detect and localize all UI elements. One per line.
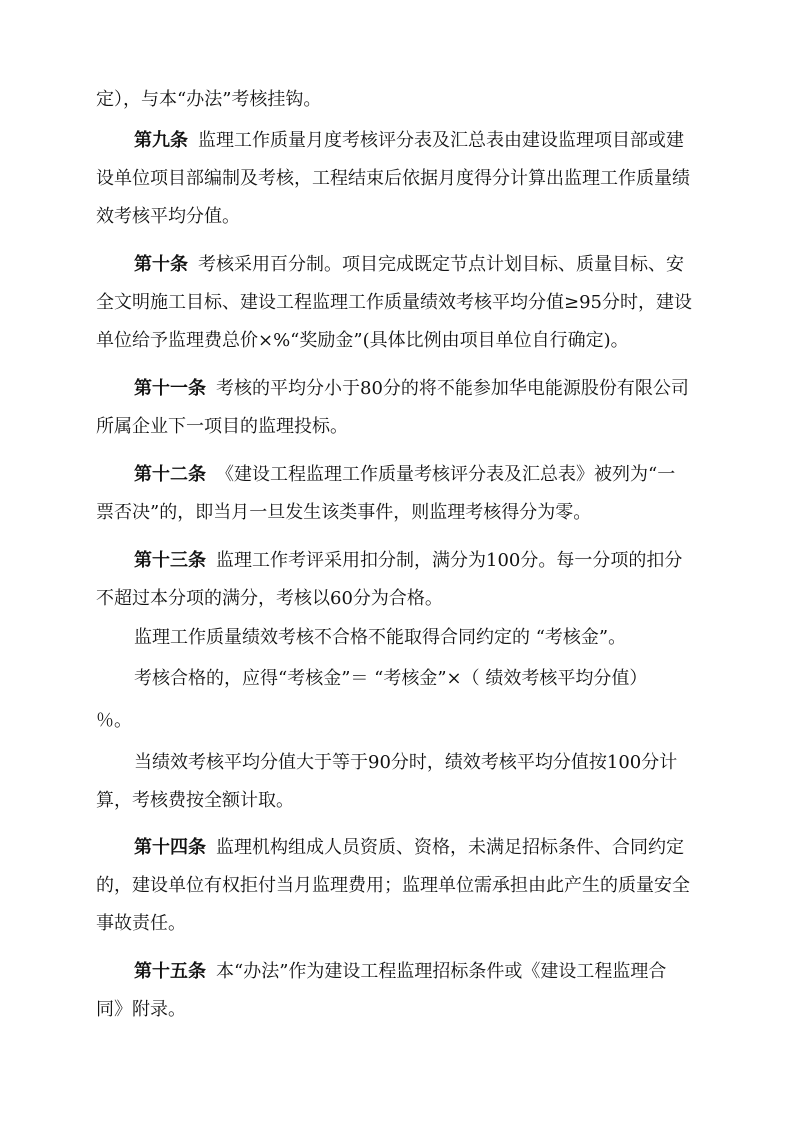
article-10-line-3: 单位给予监理费总价×%“奖励金”(具体比例由项目单位自行确定)。: [96, 330, 629, 351]
formula-line-2: ％。: [96, 710, 132, 731]
article-15-text: 本“办法”作为建设工程监理招标条件或《建设工程监理合: [216, 961, 667, 982]
article-13-line-1: [134, 549, 754, 573]
article-14-line-1: [134, 836, 754, 860]
article-15-heading: 第十五条: [134, 961, 206, 982]
article-9-line-3: 效考核平均分值。: [96, 206, 240, 227]
article-14-text: 监理机构组成人员资质、资格，未满足招标条件、合同约定: [216, 837, 684, 858]
article-9-heading: 第九条: [134, 130, 188, 151]
article-13-line-2: 不超过本分项的满分，考核以60分为合格。: [96, 588, 443, 609]
formula-line-1: 考核合格的，应得“考核金”＝ “考核金”×（ 绩效考核平均分值）: [134, 668, 648, 689]
paragraph-continuation-line: 定），与本“办法”考核挂钩。: [96, 89, 322, 110]
article-9-line-2: 设单位项目部编制及考核，工程结束后依据月度得分计算出监理工作质量绩: [96, 168, 690, 189]
article-10-heading: 第十条: [134, 254, 188, 275]
article-12-line-2: 票否决”的，即当月一旦发生该类事件，则监理考核得分为零。: [96, 502, 592, 523]
article-14-heading: 第十四条: [134, 837, 206, 858]
article-12-text: 《建设工程监理工作质量考核评分表及汇总表》被列为“一: [216, 464, 676, 485]
article-13-heading: 第十三条: [134, 550, 206, 571]
article-11-text: 考核的平均分小于80分的将不能参加华电能源股份有限公司: [216, 378, 689, 399]
article-15-line-1: [134, 960, 754, 984]
article-9-line-1: [134, 129, 754, 153]
article-10-line-1: [134, 253, 754, 277]
article-11-heading: 第十一条: [134, 378, 206, 399]
article-15-line-2: 同》附录。: [96, 999, 186, 1020]
article-14-line-2: 的，建设单位有权拒付当月监理费用；监理单位需承担由此产生的质量安全: [96, 875, 690, 896]
article-12-heading: 第十二条: [134, 464, 206, 485]
assessment-fee-line: 监理工作质量绩效考核不合格不能取得合同约定的 “考核金”。: [134, 627, 627, 648]
article-14-line-3: 事故责任。: [96, 913, 186, 934]
article-11-line-1: [134, 377, 754, 401]
article-12-line-1: [134, 463, 754, 487]
article-10-line-2: 全文明施工目标、建设工程监理工作质量绩效考核平均分值≥95分时，建设: [96, 292, 692, 313]
article-9-text: 监理工作质量月度考核评分表及汇总表由建设监理项目部或建: [198, 130, 684, 151]
article-13-text: 监理工作考评采用扣分制，满分为100分。每一分项的扣分: [216, 550, 683, 571]
full-score-line-1: 当绩效考核平均分值大于等于90分时，绩效考核平均分值按100分计: [134, 752, 678, 773]
article-10-text: 考核采用百分制。项目完成既定节点计划目标、质量目标、安: [198, 254, 684, 275]
article-11-line-2: 所属企业下一项目的监理投标。: [96, 416, 348, 437]
full-score-line-2: 算，考核费按全额计取。: [96, 790, 294, 811]
